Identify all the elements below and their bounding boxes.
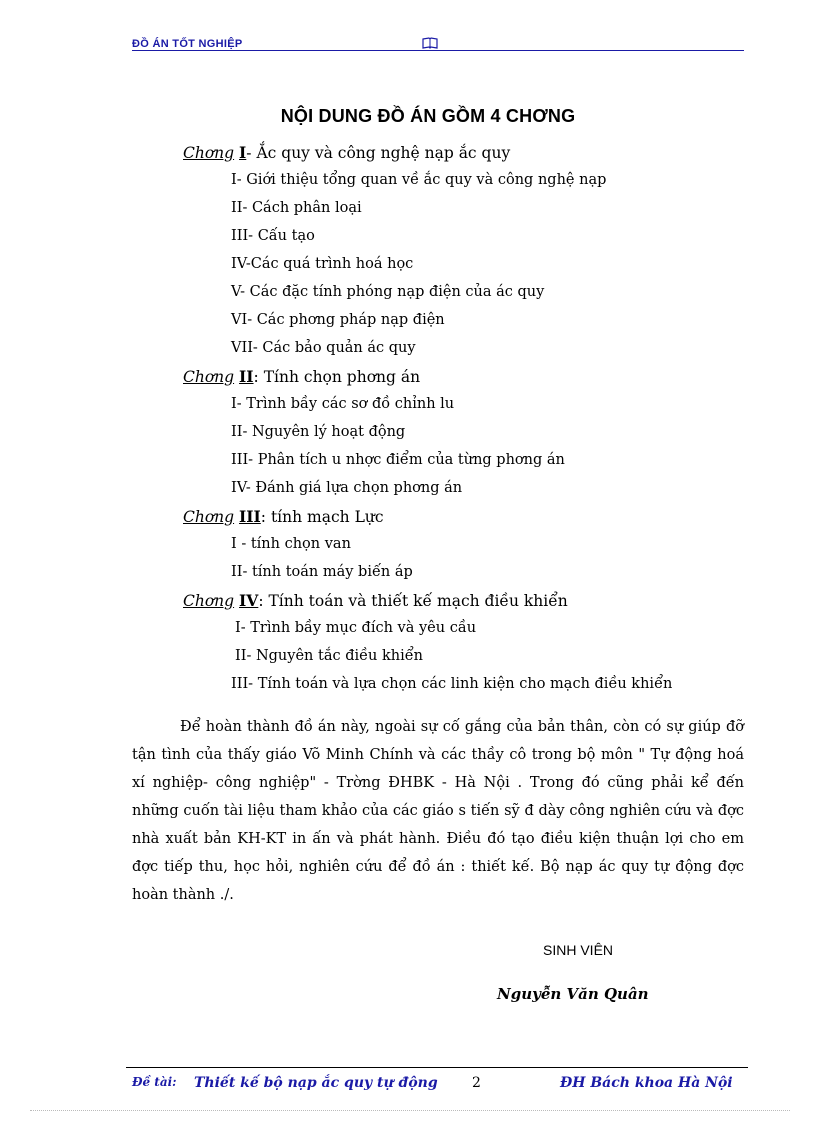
list-item: VI- Các phơng pháp nạp điện [231,312,445,328]
paragraph-text: Để hoàn thành đồ án này, ngoài sự cố gắng của bản thân, còn có sự giúp đỡ tận tình của thấy giáo Võ Minh Chính và các thầy cô trong bộ môn " Tự động hoá xí nghiệp- công nghiệp" - Trờng ĐHBK - Hà Nội . Trong đó cũng phải kể đến những cuốn tài liệu tham khảo của các giáo s tiến sỹ đ dày công nghiên cứu và đợc nhà xuất bản KH-KT in ấn và phát hành. Điều đó tạo điều kiện thuận lợi cho em đợc tiếp thu, học hỏi, nghiên cứu để đồ án : thiết kế. Bộ nạp ác quy tự động đợc hoàn thành ./. [132,719,744,903]
list-item: II- Cách phân loại [231,200,362,216]
chapter-1-heading: Chơng I- Ắc quy và công nghệ nạp ắc quy [183,143,511,162]
list-item: I - tính chọn van [231,536,351,552]
list-item: VII- Các bảo quản ác quy [231,340,416,356]
list-item: II- Nguyên tắc điều khiển [235,648,424,664]
header-label: ĐỒ ÁN TỐT NGHIỆP [132,38,243,50]
list-item: III- Cấu tạo [231,228,315,244]
list-item: II- tính toán máy biến áp [231,564,413,580]
list-item: I- Trình bầy mục đích và yêu cầu [235,620,477,636]
footer-school: ĐH Bách khoa Hà Nội [560,1075,733,1091]
page-footer [126,1067,748,1092]
list-item: III- Phân tích u nhợc điểm của từng phơng án [231,452,565,468]
acknowledgement-paragraph [132,713,744,909]
list-item: IV-Các quá trình hoá học [231,256,414,272]
list-item: V- Các đặc tính phóng nạp điện của ác quy [231,284,545,300]
signature-name: Nguyễn Văn Quân [497,985,649,1003]
list-item: II- Nguyên lý hoạt động [231,424,406,440]
list-item: III- Tính toán và lựa chọn các linh kiện cho mạch điều khiển [231,676,673,692]
list-item: I- Trình bầy các sơ đồ chỉnh lu [231,396,455,412]
footer-topic: Thiết kế bộ nạp ắc quy tự động [194,1075,438,1091]
list-item: IV- Đánh giá lựa chọn phơng án [231,480,463,496]
list-item: I- Giới thiệu tổng quan về ắc quy và công nghệ nạp [231,172,607,188]
page-number: 2 [472,1075,481,1091]
page-title: NỘI DUNG ĐỒ ÁN GỒM 4 CHƠNG [280,106,576,126]
chapter-2-heading: Chơng II: Tính chọn phơng án [183,367,421,386]
page-boundary-divider [30,1110,790,1111]
chapter-3-heading: Chơng III: tính mạch Lực [183,507,384,526]
book-icon [422,34,438,53]
page-header [132,36,744,51]
footer-label: Đề tài: [132,1075,177,1089]
chapter-4-heading: Chơng IV: Tính toán và thiết kế mạch điều khiển [183,591,568,610]
signature-role: SINH VIÊN [543,942,614,958]
